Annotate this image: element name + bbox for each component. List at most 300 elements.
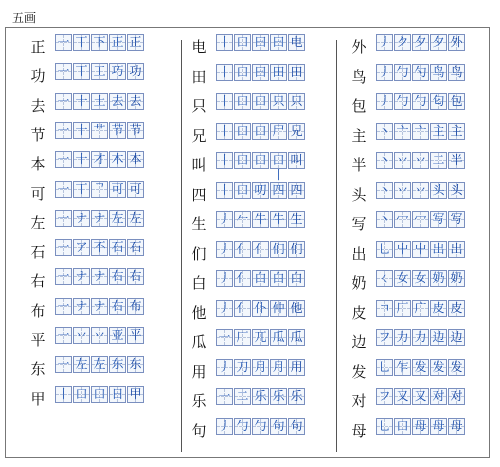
stroke-step-glyph: 正: [111, 35, 124, 49]
stroke-step-glyph: 一: [57, 123, 70, 137]
character-label: 半: [351, 156, 367, 174]
stroke-step-grid: [216, 211, 306, 228]
stroke-step-cell: [234, 93, 251, 110]
stroke-step-cell: [109, 151, 126, 168]
stroke-step-glyph: 丷: [414, 153, 427, 167]
stroke-step-cell: [376, 182, 393, 199]
stroke-step-grid: [216, 388, 306, 405]
stroke-step-glyph: 日: [111, 387, 124, 401]
character-label: 可: [30, 185, 46, 203]
stroke-step-cell: [252, 93, 269, 110]
stroke-step-cell: [55, 239, 72, 256]
stroke-step-cell: [376, 211, 393, 228]
stroke-step-cell: [412, 182, 429, 199]
stroke-step-cell: [73, 356, 90, 373]
stroke-step-glyph: 口: [254, 124, 267, 138]
stroke-step-cell: [127, 181, 144, 198]
character-label: 兄: [191, 127, 207, 145]
stroke-step-cell: [252, 34, 269, 51]
stroke-step-glyph: 鸟: [450, 65, 463, 79]
stroke-step-cell: [270, 93, 287, 110]
stroke-step-cell: [394, 211, 411, 228]
stroke-step-glyph: 包: [450, 94, 463, 108]
stroke-step-glyph: 乐: [272, 389, 285, 403]
character-label: 写: [351, 215, 367, 233]
stroke-step-glyph: 牛: [254, 212, 267, 226]
stroke-step-glyph: 叨: [254, 183, 267, 197]
stroke-step-glyph: 夕: [432, 35, 445, 49]
character-label: 正: [30, 38, 46, 56]
stroke-step-cell: [288, 64, 305, 81]
stroke-step-grid: [55, 327, 145, 344]
stroke-step-cell: [216, 300, 233, 317]
stroke-step-cell: [234, 34, 251, 51]
character-label: 只: [191, 97, 207, 115]
stroke-step-grid: [55, 239, 145, 256]
stroke-step-grid: [376, 388, 466, 405]
stroke-step-glyph: 乚: [378, 242, 391, 256]
stroke-step-cell: [394, 241, 411, 258]
stroke-step-glyph: 兀: [254, 330, 267, 344]
stroke-step-cell: [216, 211, 233, 228]
stroke-step-cell: [234, 300, 251, 317]
stroke-step-glyph: 十: [75, 123, 88, 137]
stroke-step-glyph: 们: [290, 242, 303, 256]
stroke-step-grid: [55, 210, 145, 227]
stroke-step-glyph: 可: [111, 182, 124, 196]
stroke-step-grid: [55, 122, 145, 139]
stroke-step-cell: [412, 388, 429, 405]
stroke-step-cell: [394, 388, 411, 405]
stroke-step-cell: [252, 418, 269, 435]
stroke-step-cell: [252, 64, 269, 81]
stroke-step-glyph: 电: [290, 35, 303, 49]
stroke-step-cell: [430, 182, 447, 199]
stroke-step-glyph: 对: [450, 389, 463, 403]
stroke-step-glyph: 可: [129, 182, 142, 196]
stroke-step-glyph: 丨: [218, 183, 231, 197]
stroke-step-cell: [127, 93, 144, 110]
stroke-step-glyph: 乚: [378, 360, 391, 374]
stroke-step-cell: [91, 298, 108, 315]
stroke-step-cell: [91, 151, 108, 168]
stroke-step-cell: [412, 359, 429, 376]
stroke-step-glyph: ナ: [93, 269, 106, 283]
character-label: 四: [191, 186, 207, 204]
stroke-step-cell: [91, 239, 108, 256]
stroke-step-glyph: 丿: [218, 212, 231, 226]
stroke-step-cell: [376, 388, 393, 405]
stroke-step-glyph: 一: [57, 94, 70, 108]
stroke-step-cell: [288, 270, 305, 287]
stroke-step-cell: [234, 152, 251, 169]
stroke-step-glyph: フ: [378, 389, 391, 403]
stroke-step-glyph: 奶: [450, 271, 463, 285]
stroke-step-cell: [91, 93, 108, 110]
stroke-step-grid: [376, 241, 466, 258]
stroke-step-glyph: 右: [129, 269, 142, 283]
stroke-step-glyph: 皮: [450, 301, 463, 315]
stroke-step-cell: [216, 34, 233, 51]
stroke-step-glyph: 亻: [236, 242, 249, 256]
stroke-step-glyph: 口丨: [272, 153, 285, 182]
stroke-step-glyph: 白: [254, 271, 267, 285]
stroke-step-glyph: ア: [75, 240, 88, 254]
character-label: 乐: [191, 392, 207, 410]
stroke-step-glyph: 𠂉: [236, 212, 249, 226]
stroke-step-cell: [55, 151, 72, 168]
stroke-step-glyph: 丨: [218, 153, 231, 167]
stroke-step-glyph: 田: [272, 65, 285, 79]
stroke-step-glyph: 冖: [396, 212, 409, 226]
stroke-step-glyph: 口: [75, 387, 88, 401]
stroke-step-glyph: ㄑ: [378, 271, 391, 285]
stroke-step-cell: [234, 329, 251, 346]
stroke-step-grid: [55, 386, 145, 403]
column-divider-1: [181, 40, 182, 452]
stroke-step-glyph: 左: [111, 211, 124, 225]
stroke-step-cell: [430, 270, 447, 287]
stroke-step-glyph: 乍: [396, 360, 409, 374]
character-label: 平: [30, 331, 46, 349]
stroke-step-cell: [376, 241, 393, 258]
stroke-step-glyph: 母: [432, 419, 445, 433]
stroke-step-cell: [73, 386, 90, 403]
stroke-step-cell: [109, 210, 126, 227]
stroke-step-glyph: 口: [93, 387, 106, 401]
stroke-step-grid: [55, 63, 145, 80]
character-label: 用: [191, 363, 207, 381]
stroke-step-glyph: 一: [57, 152, 70, 166]
stroke-step-glyph: 田: [290, 65, 303, 79]
stroke-step-glyph: 口: [254, 153, 267, 167]
stroke-step-cell: [448, 152, 465, 169]
stroke-step-cell: [55, 268, 72, 285]
stroke-step-glyph: 丿: [378, 65, 391, 79]
stroke-step-glyph: 只: [272, 94, 285, 108]
stroke-step-cell: [234, 388, 251, 405]
stroke-step-cell: [270, 211, 287, 228]
stroke-step-cell: [270, 152, 287, 182]
stroke-step-glyph: 广: [414, 301, 427, 315]
stroke-step-glyph: 本: [129, 152, 142, 166]
stroke-step-glyph: 十: [75, 94, 88, 108]
stroke-step-cell: [109, 239, 126, 256]
stroke-step-grid: [216, 359, 306, 376]
stroke-step-cell: [234, 64, 251, 81]
stroke-step-cell: [288, 329, 305, 346]
stroke-step-glyph: 仆: [254, 301, 267, 315]
stroke-step-glyph: 丶: [378, 124, 391, 138]
stroke-step-cell: [91, 63, 108, 80]
character-label: 母: [351, 422, 367, 440]
stroke-step-glyph: 屮: [396, 242, 409, 256]
stroke-step-grid: [376, 34, 466, 51]
stroke-step-glyph: 瓜: [272, 330, 285, 344]
stroke-step-glyph: 丶: [378, 212, 391, 226]
stroke-step-glyph: 一: [57, 64, 70, 78]
character-label: 皮: [351, 304, 367, 322]
stroke-step-glyph: 土: [93, 94, 106, 108]
stroke-step-glyph: 出: [432, 242, 445, 256]
stroke-step-cell: [252, 329, 269, 346]
stroke-step-cell: [448, 418, 465, 435]
stroke-step-glyph: 丨: [218, 35, 231, 49]
stroke-step-cell: [288, 388, 305, 405]
stroke-step-grid: [376, 123, 466, 140]
stroke-step-cell: [412, 93, 429, 110]
character-label: 白: [191, 274, 207, 292]
stroke-step-cell: [216, 93, 233, 110]
character-label: 布: [30, 302, 46, 320]
stroke-step-glyph: ナ: [75, 211, 88, 225]
stroke-step-cell: [376, 64, 393, 81]
stroke-step-cell: [376, 300, 393, 317]
stroke-step-cell: [127, 298, 144, 315]
stroke-step-cell: [109, 122, 126, 139]
stroke-step-glyph: フ: [378, 330, 391, 344]
stroke-step-cell: [234, 359, 251, 376]
stroke-step-cell: [288, 359, 305, 376]
stroke-step-grid: [376, 211, 466, 228]
stroke-step-glyph: 丿: [218, 419, 231, 433]
stroke-step-cell: [430, 93, 447, 110]
stroke-step-glyph: 节: [129, 123, 142, 137]
stroke-step-glyph: 丷: [396, 153, 409, 167]
character-label: 外: [351, 38, 367, 56]
stroke-step-cell: [216, 241, 233, 258]
stroke-step-cell: [73, 34, 90, 51]
stroke-step-cell: [430, 418, 447, 435]
stroke-step-cell: [127, 151, 144, 168]
stroke-step-cell: [234, 123, 251, 140]
stroke-step-grid: [376, 64, 466, 81]
stroke-step-cell: [288, 300, 305, 317]
stroke-step-cell: [127, 327, 144, 344]
page-title: 五画: [12, 11, 37, 25]
stroke-step-glyph: ク: [396, 35, 409, 49]
stroke-step-glyph: 一: [57, 35, 70, 49]
stroke-step-cell: [91, 386, 108, 403]
stroke-step-glyph: 勺: [414, 65, 427, 79]
stroke-step-grid: [376, 270, 466, 287]
stroke-step-glyph: 外: [450, 35, 463, 49]
stroke-step-glyph: 发: [414, 360, 427, 374]
stroke-step-cell: [55, 386, 72, 403]
stroke-step-cell: [270, 64, 287, 81]
stroke-step-cell: [394, 270, 411, 287]
stroke-step-cell: [394, 418, 411, 435]
stroke-step-cell: [252, 211, 269, 228]
stroke-step-glyph: 亻: [236, 271, 249, 285]
stroke-step-cell: [394, 182, 411, 199]
character-label: 头: [351, 186, 367, 204]
stroke-step-cell: [252, 182, 269, 199]
stroke-step-glyph: 左: [75, 357, 88, 371]
stroke-step-glyph: 皮: [432, 301, 445, 315]
stroke-step-cell: [73, 210, 90, 227]
character-label: 鸟: [351, 68, 367, 86]
stroke-step-glyph: 亻: [254, 242, 267, 256]
stroke-step-cell: [216, 329, 233, 346]
stroke-step-cell: [412, 241, 429, 258]
stroke-step-glyph: 厂: [236, 330, 249, 344]
stroke-step-cell: [127, 63, 144, 80]
stroke-step-glyph: 半: [450, 153, 463, 167]
stroke-step-cell: [234, 211, 251, 228]
stroke-step-glyph: 丅: [75, 64, 88, 78]
stroke-step-glyph: 女: [396, 271, 409, 285]
stroke-step-cell: [109, 386, 126, 403]
stroke-step-glyph: 鸟: [432, 65, 445, 79]
stroke-step-glyph: 口: [254, 94, 267, 108]
stroke-step-cell: [234, 182, 251, 199]
stroke-step-cell: [376, 418, 393, 435]
stroke-step-cell: [73, 239, 90, 256]
stroke-step-cell: [91, 327, 108, 344]
stroke-step-glyph: 口: [396, 419, 409, 433]
stroke-step-cell: [127, 239, 144, 256]
stroke-step-grid: [376, 418, 466, 435]
stroke-step-glyph: 正: [129, 35, 142, 49]
stroke-step-glyph: 下: [93, 35, 106, 49]
stroke-step-glyph: 奶: [432, 271, 445, 285]
stroke-step-cell: [376, 34, 393, 51]
stroke-step-glyph: 右: [111, 269, 124, 283]
stroke-step-glyph: 曰: [254, 35, 267, 49]
stroke-step-cell: [109, 356, 126, 373]
stroke-step-grid: [216, 418, 306, 435]
stroke-step-cell: [216, 388, 233, 405]
stroke-step-cell: [270, 123, 287, 140]
stroke-step-glyph: 丅: [75, 182, 88, 196]
stroke-step-glyph: 丿: [378, 94, 391, 108]
stroke-step-glyph: 他: [290, 301, 303, 315]
stroke-step-glyph: 生: [290, 212, 303, 226]
stroke-step-glyph: 勹: [396, 94, 409, 108]
stroke-step-cell: [288, 152, 305, 169]
character-label: 石: [30, 243, 46, 261]
stroke-step-cell: [91, 34, 108, 51]
character-label: 甲: [30, 390, 46, 408]
stroke-step-grid: [55, 93, 145, 110]
stroke-step-cell: [270, 418, 287, 435]
stroke-step-cell: [216, 152, 233, 169]
stroke-step-glyph: 去: [111, 94, 124, 108]
stroke-step-glyph: 巧: [111, 64, 124, 78]
stroke-step-glyph: 边: [450, 330, 463, 344]
stroke-step-cell: [91, 122, 108, 139]
stroke-step-cell: [430, 359, 447, 376]
stroke-step-glyph: 匂: [432, 94, 445, 108]
stroke-step-cell: [430, 211, 447, 228]
stroke-step-cell: [73, 268, 90, 285]
stroke-step-cell: [216, 359, 233, 376]
stroke-step-glyph: 丶: [378, 153, 391, 167]
stroke-step-glyph: 女: [414, 271, 427, 285]
stroke-step-cell: [448, 359, 465, 376]
stroke-step-cell: [430, 329, 447, 346]
stroke-step-cell: [270, 359, 287, 376]
character-label: 电: [191, 38, 207, 56]
stroke-step-glyph: 四: [290, 183, 303, 197]
character-label: 他: [191, 304, 207, 322]
stroke-step-glyph: 冖: [414, 212, 427, 226]
stroke-step-cell: [394, 359, 411, 376]
stroke-step-cell: [55, 122, 72, 139]
stroke-step-cell: [394, 34, 411, 51]
stroke-step-glyph: 屮: [414, 242, 427, 256]
stroke-step-glyph: 功: [129, 64, 142, 78]
stroke-step-grid: [55, 34, 145, 51]
stroke-step-glyph: 一: [57, 240, 70, 254]
stroke-step-cell: [288, 211, 305, 228]
stroke-step-cell: [430, 300, 447, 317]
stroke-step-glyph: 艹: [93, 123, 106, 137]
stroke-step-glyph: 主: [450, 124, 463, 138]
stroke-step-grid: [55, 298, 145, 315]
stroke-step-cell: [430, 388, 447, 405]
stroke-step-cell: [394, 123, 411, 140]
stroke-step-cell: [73, 63, 90, 80]
stroke-step-cell: [234, 270, 251, 287]
character-label: 右: [30, 272, 46, 290]
stroke-step-grid: [55, 356, 145, 373]
stroke-step-cell: [448, 388, 465, 405]
stroke-step-glyph: 丷: [414, 183, 427, 197]
stroke-step-cell: [412, 64, 429, 81]
stroke-step-cell: [270, 270, 287, 287]
stroke-step-cell: [216, 182, 233, 199]
stroke-step-grid: [376, 329, 466, 346]
stroke-step-glyph: 母: [414, 419, 427, 433]
stroke-step-cell: [448, 329, 465, 346]
stroke-step-glyph: 瓜: [290, 330, 303, 344]
stroke-step-cell: [288, 241, 305, 258]
stroke-step-glyph: 四: [272, 183, 285, 197]
stroke-step-glyph: 右: [111, 299, 124, 313]
stroke-step-cell: [270, 300, 287, 317]
stroke-step-cell: [73, 93, 90, 110]
stroke-step-glyph: 曰: [272, 35, 285, 49]
stroke-step-glyph: 去: [129, 94, 142, 108]
stroke-step-grid: [376, 152, 466, 169]
stroke-step-grid: [216, 123, 306, 140]
stroke-step-cell: [109, 63, 126, 80]
stroke-step-cell: [109, 93, 126, 110]
stroke-step-glyph: ᄀ: [93, 182, 106, 196]
stroke-step-glyph: 句: [290, 419, 303, 433]
stroke-step-cell: [394, 152, 411, 169]
stroke-step-glyph: ナ: [75, 269, 88, 283]
stroke-step-cell: [412, 270, 429, 287]
stroke-step-glyph: 工: [93, 64, 106, 78]
stroke-step-cell: [109, 298, 126, 315]
stroke-step-grid: [216, 182, 306, 199]
stroke-step-glyph: 头: [432, 183, 445, 197]
stroke-step-glyph: 石: [129, 240, 142, 254]
character-label: 左: [30, 214, 46, 232]
stroke-step-cell: [55, 63, 72, 80]
character-label: 对: [351, 392, 367, 410]
stroke-step-cell: [448, 34, 465, 51]
stroke-step-grid: [55, 151, 145, 168]
stroke-step-glyph: 月: [272, 360, 285, 374]
stroke-step-cell: [430, 241, 447, 258]
stroke-step-glyph: 平: [129, 328, 142, 342]
stroke-step-cell: [127, 34, 144, 51]
stroke-step-cell: [448, 211, 465, 228]
